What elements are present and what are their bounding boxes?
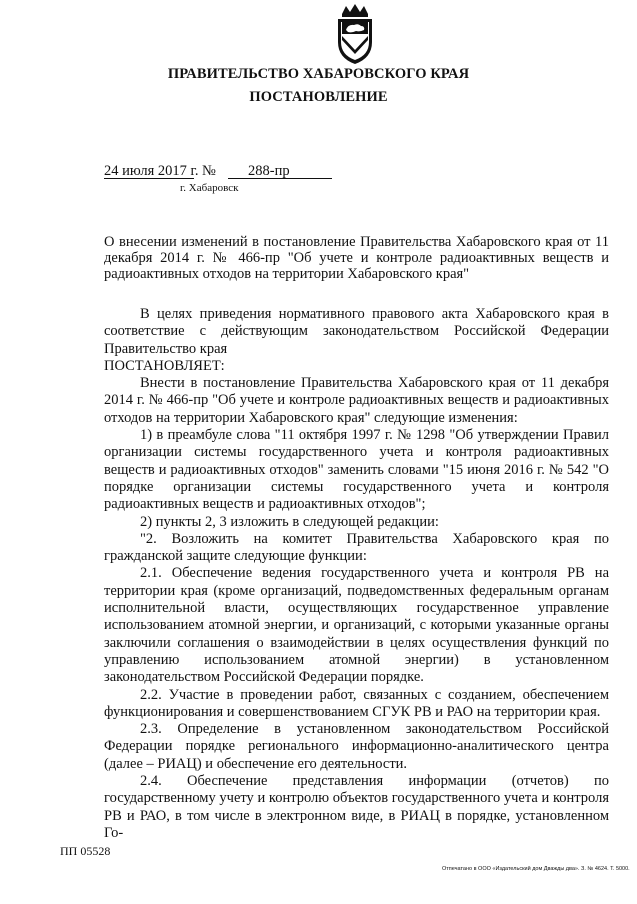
document-city: г. Хабаровск — [180, 182, 239, 194]
paragraph-item-1: 1) в преамбуле слова "11 октября 1997 г. № 1298 "Об утверждении Правил организации системы государственного учета и контроля радиоактивных веществ и радиоактивных отходов" заменить словами "15 июня 2016 г. № 542 "О порядке организации системы государственного учета и контроля радиоактивных веществ и радиоактивных отходов"; — [104, 427, 609, 513]
document-body — [104, 306, 609, 842]
paragraph-clause-2-4: 2.4. Обеспечение представления информации (отчетов) по государственному учету и контролю объектов государственного учета и контроля РВ и РАО, в том числе в электронном виде, в РИАЦ в порядке, установленном Го- — [104, 773, 609, 841]
organization-title: ПРАВИТЕЛЬСТВО ХАБАРОВСКОГО КРАЯ — [167, 66, 470, 82]
print-note: Отпечатано в ООО «Издательский дом Дважды два». З. № 4624. Т. 5000. — [442, 866, 630, 872]
paragraph-clause-2-2: 2.2. Участие в проведении работ, связанных с созданием, обеспечением функционирования и совершенствованием СГУК РВ и РАО на территории края. — [104, 686, 609, 720]
coat-of-arms-emblem — [330, 4, 380, 66]
document-date: 24 июля 2017 г. — [104, 163, 199, 179]
document-code: ПП 05528 — [60, 844, 111, 858]
document-type: ПОСТАНОВЛЕНИЕ — [249, 89, 388, 105]
paragraph-item-2: 2) пункты 2, 3 изложить в следующей редакции: — [140, 513, 439, 530]
paragraph-amend: Внести в постановление Правительства Хабаровского края от 11 декабря 2014 г. № 466-пр "Об учете и контроле радиоактивных веществ и радиоактивных отходов на территории Хабаровского края" следующие изменения: — [104, 375, 609, 426]
paragraph-clause-2-1: 2.1. Обеспечение ведения государственного учета и контроля РВ на территории края (кроме организаций, подведомственных федеральным органам исполнительной власти, осуществляющих государственное управление использованием атомной энергии, и организаций, с которыми указанные органы заключили соглашения о взаимодействии в целях осуществления функций по управлению использованием атомной энергии) в установленном законодательством Российской Федерации порядке. — [104, 565, 609, 686]
paragraph-clause-2-3: 2.3. Определение в установленном законодательством Российской Федерации порядке регионального информационно-аналитического центра (далее – РИАЦ) и обеспечение его деятельности. — [104, 721, 609, 772]
number-sign: № — [202, 163, 216, 179]
document-number: 288-пр — [248, 163, 290, 179]
paragraph-resolves: ПОСТАНОВЛЯЕТ: — [104, 357, 225, 374]
date-underline — [104, 178, 194, 179]
paragraph-preamble: В целях приведения нормативного правового акта Хабаровского края в соответствие с действующим законодательством Российской Федерации Правительство края — [104, 306, 609, 357]
document-subject: О внесении изменений в постановление Правительства Хабаровского края от 11 декабря 2014 г. № 466-пр "Об учете и контроле радиоактивных веществ и радиоактивных отходов на территории Хабаровского края" — [104, 234, 609, 282]
paragraph-clause-2: "2. Возложить на комитет Правительства Хабаровского края по гражданской защите следующие функции: — [104, 530, 609, 565]
